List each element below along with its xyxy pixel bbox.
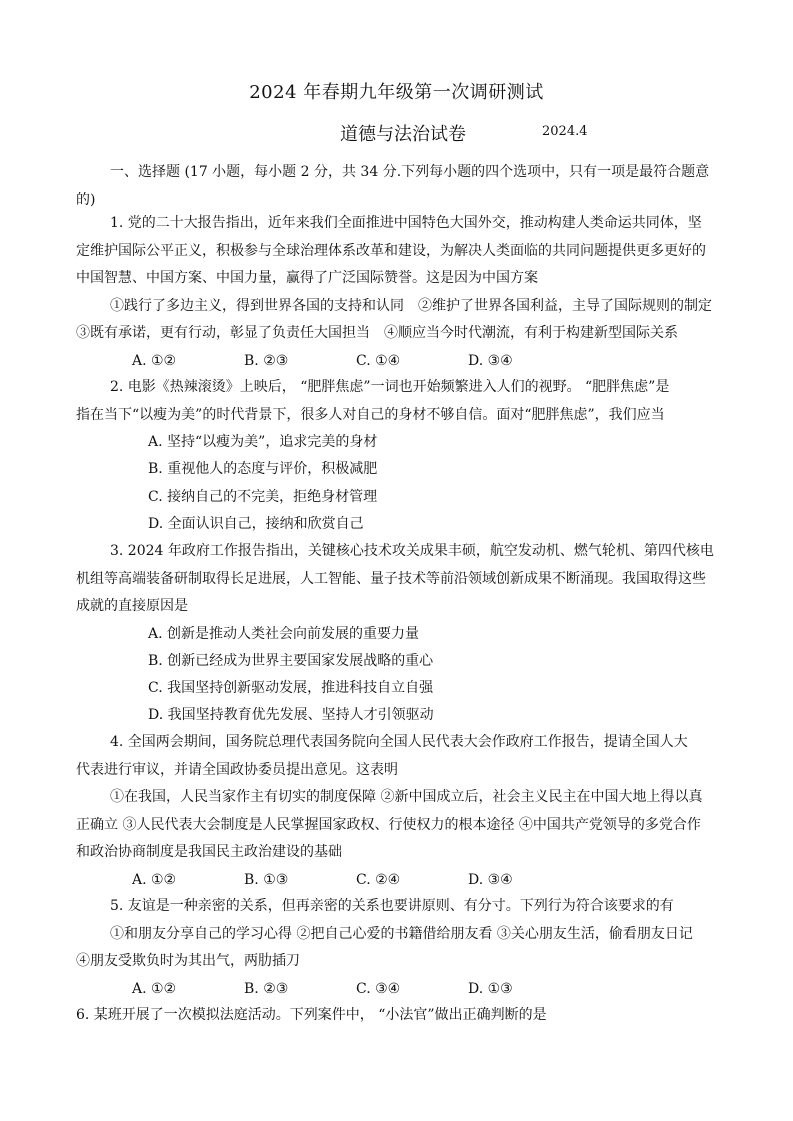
option-c: C. ①④ bbox=[356, 352, 401, 369]
option-b: B. ②③ bbox=[244, 352, 289, 369]
question-text-line: 指在当下“以瘦为美”的时代背景下，很多人对自己的身材不够自信。面对“肥胖焦虑”，我们应当 bbox=[76, 406, 665, 423]
option-a: A. ①② bbox=[132, 352, 177, 369]
statement-line: ④朋友受欺负时为其出气，两肋插刀 bbox=[76, 953, 300, 969]
choice-b: B. 创新已经成为世界主要国家发展战略的重心 bbox=[148, 652, 434, 669]
statement-line: ①践行了多边主义，得到世界各国的支持和认同 ②维护了世界各国利益，主导了国际规则的制定 bbox=[110, 297, 712, 314]
question-text-line: 中国智慧、中国方案、中国力量，赢得了广泛国际赞誉。这是因为中国方案 bbox=[76, 270, 538, 286]
question-text-line: 6. 某班开展了一次模拟法庭活动。下列案件中， “小法官”做出正确判断的是 bbox=[76, 1007, 547, 1023]
statement-line: ①和朋友分享自己的学习心得 ②把自己心爱的书籍借给朋友看 ③关心朋友生活，偷看朋友日记 bbox=[110, 925, 693, 942]
exam-date: 2024.4 bbox=[542, 124, 588, 139]
option-d: D. ③④ bbox=[468, 352, 513, 369]
choice-list bbox=[76, 621, 720, 730]
question-4 bbox=[76, 729, 720, 894]
statement-line: ①在我国，人民当家作主有切实的制度保障 ②新中国成立后，社会主义民主在中国大地上得以真 bbox=[110, 789, 703, 805]
option-c: C. ③④ bbox=[356, 980, 401, 997]
options-row bbox=[76, 348, 720, 376]
choice-list bbox=[76, 429, 720, 538]
choice-b: B. 重视他人的态度与评价，积极减肥 bbox=[148, 461, 378, 478]
option-c: C. ②④ bbox=[356, 871, 401, 888]
section-heading bbox=[76, 159, 720, 214]
question-text-line: 3. 2024 年政府工作报告指出，关键核心技术攻关成果丰硕，航空发动机、燃气轮机、第四代核电 bbox=[110, 543, 714, 559]
question-text-line: 4. 全国两会期间，国务院总理代表国务院向全国人民代表大会作政府工作报告，提请全国人大 bbox=[110, 734, 688, 750]
question-text-line: 定维护国际公平正义，积极参与全球治理体系改革和建设，为解决人类面临的共同问题提供更多更好的 bbox=[76, 242, 706, 259]
question-5 bbox=[76, 893, 720, 1003]
question-text-line: 代表进行审议，并请全国政协委员提出意见。这表明 bbox=[76, 761, 398, 778]
question-3 bbox=[76, 538, 720, 730]
question-text-line: 2. 电影《热辣滚烫》上映后， “肥胖焦虑”一词也开始频繁进入人们的视野。 “肥胖焦虑”是 bbox=[110, 379, 670, 395]
choice-a: A. 坚持“以瘦为美”，追求完美的身材 bbox=[148, 434, 378, 450]
question-text-line: 1. 党的二十大报告指出，近年来我们全面推进中国特色大国外交，推动构建人类命运共同体，坚 bbox=[110, 215, 702, 231]
choice-c: C. 接纳自己的不完美，拒绝身材管理 bbox=[148, 488, 378, 505]
choice-a: A. 创新是推动人类社会向前发展的重要力量 bbox=[148, 625, 420, 642]
options-row bbox=[76, 867, 720, 895]
option-b: B. ①③ bbox=[244, 871, 289, 888]
option-d: D. ③④ bbox=[468, 871, 513, 888]
option-d: D. ①③ bbox=[468, 980, 513, 997]
options-row bbox=[76, 976, 720, 1004]
option-a: A. ①② bbox=[132, 871, 177, 888]
choice-c: C. 我国坚持创新驱动发展，推进科技自立自强 bbox=[148, 680, 434, 697]
section-heading-line: 的) bbox=[76, 191, 96, 208]
statement-line: 和政治协商制度是我国民主政治建设的基础 bbox=[76, 844, 342, 860]
statement-line: ③既有承诺，更有行动，彰显了负责任大国担当 ④顺应当今时代潮流，有利于构建新型国际关系 bbox=[76, 325, 678, 341]
statement-line: 正确立 ③人民代表大会制度是人民掌握国家政权、行使权力的根本途径 ④中国共产党领导的多党合作 bbox=[76, 816, 701, 833]
option-a: A. ①② bbox=[132, 980, 177, 997]
choice-d: D. 全面认识自己，接纳和欣赏自己 bbox=[148, 515, 364, 532]
choice-d: D. 我国坚持教育优先发展、坚持人才引领驱动 bbox=[148, 707, 434, 724]
exam-title: 2024 年春期九年级第一次调研测试 bbox=[249, 82, 544, 103]
section-heading-line: 一、选择题 (17 小题，每小题 2 分，共 34 分.下列每小题的四个选项中，只有一项是最符合题意 bbox=[110, 164, 710, 180]
question-text-line: 5. 友谊是一种亲密的关系，但再亲密的关系也要讲原则、有分寸。下列行为符合该要求的有 bbox=[110, 898, 674, 914]
option-b: B. ②③ bbox=[244, 980, 289, 997]
question-text-line: 成就的直接原因是 bbox=[76, 598, 188, 614]
question-text-line: 机组等高端装备研制取得长足进展，人工智能、量子技术等前沿领域创新成果不断涌现。我国取得这些 bbox=[76, 570, 706, 587]
question-2 bbox=[76, 374, 720, 538]
exam-subtitle: 道德与法治试卷 bbox=[340, 124, 466, 145]
subtitle-row bbox=[0, 120, 793, 146]
question-1 bbox=[76, 210, 720, 375]
question-6 bbox=[76, 1002, 720, 1030]
